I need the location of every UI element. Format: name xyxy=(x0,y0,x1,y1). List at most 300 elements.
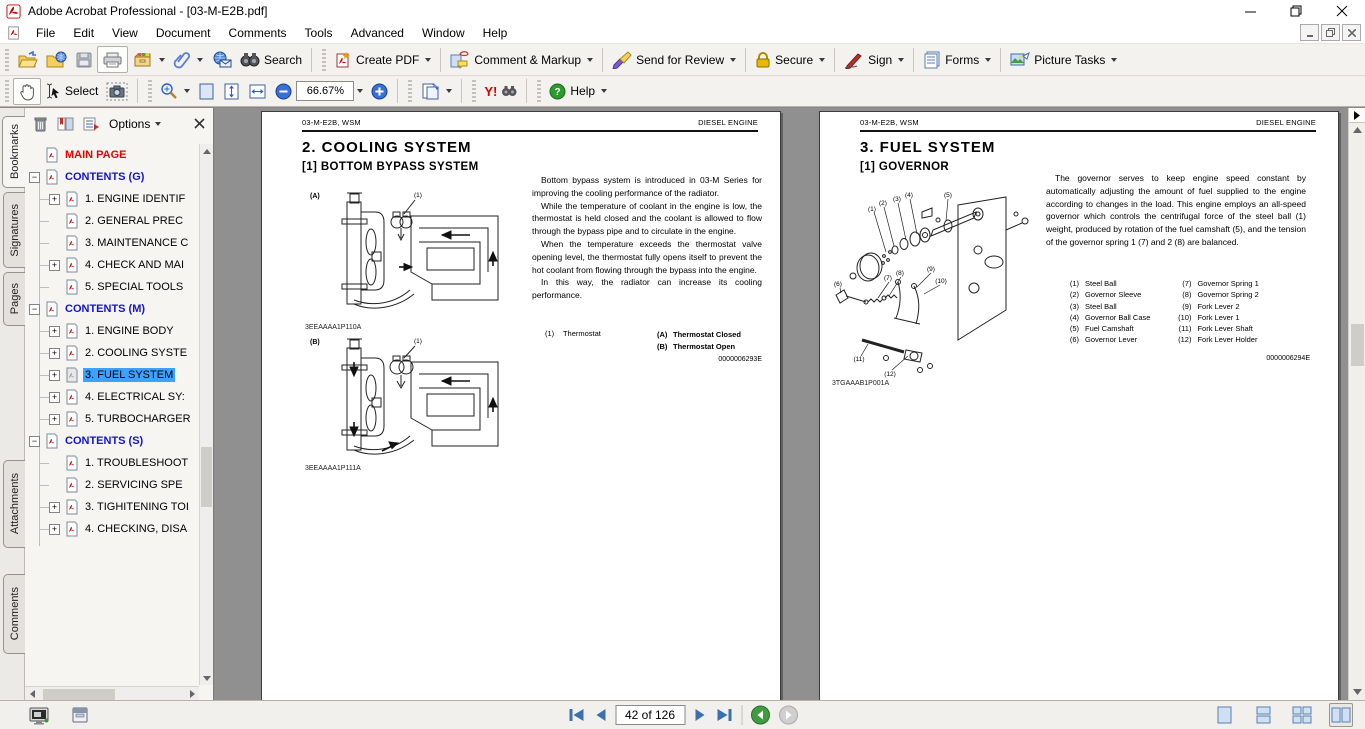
page-header xyxy=(302,118,758,127)
bookmark-expander[interactable] xyxy=(49,458,60,469)
panel-scroll-up-icon[interactable] xyxy=(200,144,214,158)
bookmark-label[interactable]: 1. ENGINE IDENTIF xyxy=(85,193,186,205)
secure-label: Secure xyxy=(775,52,814,67)
sign-label: Sign xyxy=(868,52,893,67)
toolbar-separator xyxy=(311,48,312,72)
callout-5: (5) xyxy=(944,192,952,199)
bookmark-item[interactable] xyxy=(25,276,199,298)
send-review-caret-icon xyxy=(730,58,736,62)
help-button[interactable] xyxy=(545,78,611,105)
attach-button[interactable] xyxy=(169,46,207,73)
zoom-out-button[interactable] xyxy=(271,78,296,105)
panel-scroll-right-icon[interactable] xyxy=(185,687,199,701)
hand-tool-button[interactable] xyxy=(13,78,41,105)
bookmark-expander[interactable]: + xyxy=(49,260,60,271)
message-bar-toggle-icon[interactable] xyxy=(70,706,90,724)
help-label: Help xyxy=(570,84,596,98)
part-name: Steel Ball xyxy=(1085,301,1117,311)
restore-icon xyxy=(1290,5,1302,17)
bookmark-pdf-icon xyxy=(63,191,79,207)
panel-hscrollbar-thumb[interactable] xyxy=(43,689,115,700)
page-layout-icon xyxy=(420,82,440,101)
parts-row xyxy=(1172,334,1258,345)
zoom-tool-caret-icon xyxy=(184,89,190,93)
facing-view-button[interactable] xyxy=(1329,703,1353,727)
bookmark-item[interactable] xyxy=(25,342,199,364)
menu-item[interactable]: View xyxy=(112,25,138,40)
bookmark-label[interactable]: 5. SPECIAL TOOLS xyxy=(85,281,184,293)
bookmark-item[interactable] xyxy=(25,430,199,452)
parts-row xyxy=(1172,312,1258,323)
callout-2: (2) xyxy=(879,200,887,207)
bookmark-pdf-icon xyxy=(63,389,79,405)
page-header xyxy=(860,118,1316,127)
section-title: 3. FUEL SYSTEM xyxy=(860,139,996,156)
legend-number: (1) xyxy=(545,329,555,338)
help-icon xyxy=(549,83,566,100)
select-tool-icon xyxy=(45,82,61,100)
sign-caret-icon xyxy=(898,58,904,62)
single-page-view-button[interactable] xyxy=(1212,703,1236,727)
menu-item[interactable]: Help xyxy=(482,25,508,40)
expand-current-bookmark-icon[interactable] xyxy=(57,116,74,132)
bookmark-pdf-icon xyxy=(63,367,79,383)
organizer-button[interactable] xyxy=(128,46,169,73)
pdf-page-right[interactable] xyxy=(819,111,1339,701)
mdi-restore-button[interactable] xyxy=(1321,24,1340,41)
bookmark-expander[interactable]: − xyxy=(29,304,40,315)
toolbar-grip[interactable] xyxy=(472,80,476,102)
callout-10: (10) xyxy=(935,278,947,285)
legend-item xyxy=(545,329,601,338)
new-bookmark-icon[interactable] xyxy=(83,116,100,132)
yahoo-search-button[interactable] xyxy=(480,78,521,105)
tab-bookmarks[interactable] xyxy=(2,116,26,188)
next-view-button[interactable] xyxy=(778,705,798,725)
body-paragraph: Bottom bypass system is introduced in 03-M Series for improving the cooling performance of the radiator. xyxy=(532,175,762,198)
page-header-rule xyxy=(302,130,758,132)
close-icon xyxy=(1336,5,1348,17)
bookmark-item[interactable] xyxy=(25,496,199,518)
first-page-button[interactable] xyxy=(567,708,585,722)
bookmark-pdf-icon xyxy=(43,147,59,163)
bookmark-pdf-icon xyxy=(63,477,79,493)
bookmark-item[interactable] xyxy=(25,254,199,276)
comment-markup-icon xyxy=(450,51,470,69)
page-indicator-value: 42 of 126 xyxy=(624,708,676,722)
part-number: (8) xyxy=(1182,290,1192,300)
yahoo-binoculars-icon xyxy=(501,84,517,98)
bookmark-expander[interactable]: + xyxy=(49,348,60,359)
callout-8: (8) xyxy=(896,270,904,277)
forms-icon xyxy=(923,51,941,69)
figure-b-callout: (1) xyxy=(414,338,422,345)
figure-b-caption: 3EEAAAA1P111A xyxy=(305,465,361,472)
bookmark-pdf-icon xyxy=(63,345,79,361)
open-web-page-button[interactable] xyxy=(42,46,71,73)
bookmark-item[interactable] xyxy=(25,518,199,540)
mdi-minimize-button[interactable] xyxy=(1300,24,1319,41)
minimize-icon xyxy=(1245,6,1256,17)
document-area[interactable] xyxy=(214,108,1365,701)
search-button[interactable] xyxy=(236,46,306,73)
part-name: Fork Lever Holder xyxy=(1197,335,1258,345)
tab-attachments[interactable] xyxy=(3,460,25,548)
bookmark-expander[interactable]: − xyxy=(29,436,40,447)
menu-item[interactable]: File xyxy=(36,25,56,40)
callout-3: (3) xyxy=(893,196,901,203)
toolbar-grip[interactable] xyxy=(5,80,9,102)
previous-view-button[interactable] xyxy=(750,705,770,725)
toolbar-file xyxy=(0,44,1365,76)
bookmark-pdf-icon xyxy=(63,455,79,471)
part-number: (11) xyxy=(1178,324,1192,334)
menu-item[interactable]: Tools xyxy=(304,25,333,40)
bookmark-item[interactable] xyxy=(25,408,199,430)
bookmark-pdf-icon xyxy=(63,323,79,339)
section-title: 2. COOLING SYSTEM xyxy=(302,139,472,156)
panel-scroll-down-icon[interactable] xyxy=(200,671,214,685)
scrollbar-menu-icon xyxy=(1354,111,1360,120)
picture-tasks-button[interactable] xyxy=(1006,46,1121,73)
bookmark-expander[interactable] xyxy=(49,282,60,293)
print-button[interactable] xyxy=(97,46,128,73)
toolbar-grip[interactable] xyxy=(5,49,9,71)
menu-item[interactable]: Edit xyxy=(73,25,95,40)
part-number: (2) xyxy=(1069,290,1079,300)
part-number: (12) xyxy=(1178,335,1192,345)
bookmark-pdf-icon xyxy=(43,169,59,185)
figure-a-label: (A) xyxy=(310,193,320,200)
toolbar-separator xyxy=(526,79,527,103)
navigation-tab-strip xyxy=(0,108,25,701)
options-menu-button[interactable] xyxy=(109,117,161,131)
snapshot-camera-icon xyxy=(106,82,128,101)
menu-item[interactable]: Advanced xyxy=(350,25,404,40)
cooling-diagram-open xyxy=(302,334,509,468)
email-globe-icon xyxy=(211,51,232,69)
acrobat-app-icon xyxy=(6,4,21,19)
part-number: (10) xyxy=(1178,312,1192,322)
bookmark-expander[interactable]: + xyxy=(49,370,60,381)
page-indicator-input[interactable] xyxy=(615,705,685,725)
page-header-right: DIESEL ENGINE xyxy=(1256,118,1316,127)
zoom-tool-button[interactable] xyxy=(156,78,194,105)
open-folder-icon xyxy=(17,51,38,69)
part-number: (4) xyxy=(1069,312,1079,322)
options-caret-icon xyxy=(155,122,161,126)
zoom-level-input[interactable] xyxy=(296,81,354,101)
bookmark-label[interactable]: MAIN PAGE xyxy=(65,149,127,161)
parts-row xyxy=(1172,323,1258,334)
page-header-right: DIESEL ENGINE xyxy=(698,118,758,127)
bookmark-label[interactable]: CONTENTS (G) xyxy=(65,171,145,183)
menu-bar xyxy=(0,22,1365,44)
bookmark-label[interactable]: 4. CHECKING, DISA xyxy=(85,523,188,535)
secure-caret-icon xyxy=(819,58,825,62)
callout-9: (9) xyxy=(927,266,935,273)
legend-bold-text: Thermostat Open xyxy=(673,342,736,351)
bookmark-pdf-icon xyxy=(63,279,79,295)
document-scroll-down-icon[interactable] xyxy=(1349,685,1365,699)
part-name: Governor Spring 2 xyxy=(1197,290,1259,300)
bookmark-expander[interactable]: + xyxy=(49,502,60,513)
bookmarks-panel xyxy=(25,108,214,701)
scrollbar-menu-button[interactable] xyxy=(1349,108,1365,123)
delete-bookmark-icon[interactable] xyxy=(33,116,48,132)
bookmark-expander[interactable]: + xyxy=(49,194,60,205)
bookmark-label[interactable]: 3. FUEL SYSTEM xyxy=(85,369,174,381)
minimize-button[interactable] xyxy=(1227,0,1273,22)
legend-bold-item xyxy=(657,329,741,341)
bookmark-expander[interactable]: + xyxy=(49,392,60,403)
svg-text:?: ? xyxy=(554,86,561,98)
close-button[interactable] xyxy=(1319,0,1365,22)
bookmark-label[interactable]: 1. ENGINE BODY xyxy=(85,325,174,337)
callout-11: (11) xyxy=(853,356,865,363)
folder-globe-icon xyxy=(46,51,67,69)
parts-row xyxy=(1172,301,1258,312)
send-for-review-button[interactable] xyxy=(608,46,740,73)
bookmark-label[interactable]: 3. MAINTENANCE C xyxy=(85,237,189,249)
part-number: (7) xyxy=(1182,279,1192,288)
actual-size-button[interactable] xyxy=(194,78,219,105)
mdi-close-button[interactable] xyxy=(1342,24,1361,41)
create-pdf-button[interactable] xyxy=(330,46,435,73)
tab-signatures-label: Signatures xyxy=(8,203,21,257)
comment-markup-label: Comment & Markup xyxy=(474,52,582,67)
bookmark-label[interactable]: CONTENTS (M) xyxy=(65,303,146,315)
document-scroll-up-icon[interactable] xyxy=(1349,123,1365,137)
binoculars-icon xyxy=(240,51,260,68)
callout-6: (6) xyxy=(834,281,842,288)
panel-scroll-left-icon[interactable] xyxy=(25,687,39,701)
bookmark-item[interactable] xyxy=(25,298,199,320)
last-page-button[interactable] xyxy=(715,708,733,722)
tab-signatures[interactable] xyxy=(3,192,25,268)
part-name: Fork Lever Shaft xyxy=(1197,324,1253,334)
document-status-icon[interactable] xyxy=(28,706,50,725)
bookmark-item[interactable] xyxy=(25,166,199,188)
sign-pen-icon xyxy=(844,51,864,69)
previous-page-button[interactable] xyxy=(593,708,607,722)
bookmark-item[interactable] xyxy=(25,364,199,386)
bookmark-expander[interactable]: − xyxy=(29,172,40,183)
toolbar-grip[interactable] xyxy=(408,80,412,102)
status-bar xyxy=(0,700,1365,729)
bookmark-pdf-icon xyxy=(63,521,79,537)
figure-a-callout: (1) xyxy=(414,192,422,199)
yahoo-logo: Y! xyxy=(484,83,498,99)
fit-width-icon xyxy=(248,82,267,101)
email-button[interactable] xyxy=(207,46,236,73)
sign-button[interactable] xyxy=(840,46,908,73)
zoom-level-value: 66.67% xyxy=(306,85,345,97)
toolbar-separator xyxy=(461,79,462,103)
bookmark-pdf-icon xyxy=(63,213,79,229)
toolbar-separator xyxy=(913,48,914,72)
bookmark-expander[interactable] xyxy=(29,150,40,161)
figure-b-label: (B) xyxy=(310,339,320,346)
governor-diagram xyxy=(828,190,1053,380)
body-text-column xyxy=(532,174,762,302)
bookmark-label[interactable]: CONTENTS (S) xyxy=(65,435,144,447)
parts-row xyxy=(1060,301,1150,312)
send-for-review-label: Send for Review xyxy=(636,52,725,67)
part-number: (9) xyxy=(1182,301,1192,311)
picture-tasks-label: Picture Tasks xyxy=(1034,52,1106,67)
bookmark-expander[interactable] xyxy=(49,238,60,249)
picture-tasks-caret-icon xyxy=(1111,58,1117,62)
bookmark-label[interactable]: 2. SERVICING SPE xyxy=(85,479,183,491)
forms-button[interactable] xyxy=(919,46,995,73)
magnifier-icon xyxy=(160,82,178,100)
part-name: Governor Ball Case xyxy=(1085,312,1151,322)
mdi-restore-icon xyxy=(1326,28,1335,37)
title-bar xyxy=(0,0,1365,22)
forms-label: Forms xyxy=(945,52,980,67)
body-paragraph: While the temperature of coolant in the engine is low, the thermostat is held closed and the coolant is allowed to flow through the bypass pipe and to circulate in the engine. xyxy=(532,200,762,237)
bookmark-expander[interactable]: + xyxy=(49,524,60,535)
figure-a-caption: 3EEAAAA1P110A xyxy=(305,324,362,331)
send-review-icon xyxy=(612,51,632,69)
parts-row xyxy=(1060,278,1150,289)
page-layout-button[interactable] xyxy=(416,78,456,105)
bookmark-item[interactable] xyxy=(25,474,199,496)
body-paragraph: When the temperature exceeds the thermostat valve opening level, the thermostat fully opens itself to prevent the hot coolant from flowing through the bypass into the engine. xyxy=(532,238,762,275)
tab-attachments-label: Attachments xyxy=(8,473,21,535)
part-name: Fork Lever 2 xyxy=(1197,301,1240,311)
legend-bold-number: (B) xyxy=(657,342,668,351)
menu-items xyxy=(27,24,516,42)
bookmark-item[interactable] xyxy=(25,452,199,474)
callout-1: (1) xyxy=(868,206,876,213)
bookmark-label[interactable]: 5. TURBOCHARGER xyxy=(85,413,191,425)
tab-comments[interactable] xyxy=(3,574,25,654)
options-label: Options xyxy=(109,116,151,131)
toolbar-grip[interactable] xyxy=(537,80,541,102)
page-header-rule xyxy=(860,130,1316,132)
save-button[interactable] xyxy=(71,46,97,73)
parts-row xyxy=(1172,278,1258,289)
bookmark-label[interactable]: 4. ELECTRICAL SY: xyxy=(85,391,185,403)
toolbar-separator xyxy=(440,48,441,72)
bookmark-item[interactable] xyxy=(25,144,199,166)
bookmark-item[interactable] xyxy=(25,320,199,342)
legend-bold-text: Thermostat Closed xyxy=(673,330,741,339)
close-panel-icon[interactable] xyxy=(194,118,205,129)
document-scrollbar[interactable] xyxy=(1348,108,1365,701)
menu-item[interactable]: Document xyxy=(155,25,211,40)
toolbar-tools xyxy=(0,76,1365,107)
legend-bold-item xyxy=(657,341,741,353)
parts-row xyxy=(1172,289,1258,300)
part-name: Steel Ball xyxy=(1085,279,1117,288)
zoom-in-icon xyxy=(371,83,388,100)
organizer-caret-icon xyxy=(159,58,165,62)
save-floppy-icon xyxy=(75,51,93,69)
panel-scrollbar-thumb[interactable] xyxy=(201,447,212,507)
create-pdf-caret-icon xyxy=(425,58,431,62)
attach-caret-icon xyxy=(197,58,203,62)
governor-figure-caption: 3TGAAAB1P001A xyxy=(832,380,890,387)
bookmark-expander[interactable]: + xyxy=(49,414,60,425)
bookmark-label[interactable]: 3. TIGHITENING TOI xyxy=(85,501,189,513)
bookmark-item[interactable] xyxy=(25,232,199,254)
bookmark-pdf-icon xyxy=(63,257,79,273)
bookmark-expander[interactable] xyxy=(49,216,60,227)
body-paragraph: In this way, the radiator can increase its cooling performance. xyxy=(532,277,762,301)
page-layout-caret-icon xyxy=(446,89,452,93)
bookmark-item[interactable] xyxy=(25,210,199,232)
toolbar-grip[interactable] xyxy=(148,80,152,102)
continuous-facing-view-button[interactable] xyxy=(1290,703,1314,727)
comment-markup-caret-icon xyxy=(587,58,593,62)
fit-width-button[interactable] xyxy=(244,78,271,105)
statusbar-separator xyxy=(741,705,742,725)
bookmark-expander[interactable]: + xyxy=(49,326,60,337)
document-scrollbar-thumb[interactable] xyxy=(1351,324,1364,366)
fit-page-button[interactable] xyxy=(219,78,244,105)
bookmark-label[interactable]: 4. CHECK AND MAI xyxy=(85,259,185,271)
toolbar-separator xyxy=(745,48,746,72)
menu-item[interactable]: Window xyxy=(421,25,465,40)
create-pdf-label: Create PDF xyxy=(356,52,420,67)
document-code: 0000006293E xyxy=(718,356,762,363)
parts-column-left xyxy=(1060,278,1150,346)
bookmarks-panel-header xyxy=(25,108,213,139)
select-tool-button[interactable] xyxy=(41,78,102,105)
bookmark-item[interactable] xyxy=(25,188,199,210)
open-button[interactable] xyxy=(13,46,42,73)
tab-comments-label: Comments xyxy=(8,587,21,641)
panel-horizontal-scrollbar[interactable] xyxy=(25,686,199,701)
restore-button[interactable] xyxy=(1273,0,1319,22)
bookmark-expander[interactable] xyxy=(49,480,60,491)
window-title: Adobe Acrobat Professional - [03-M-E2B.pdf] xyxy=(28,4,268,18)
bookmark-label[interactable]: 1. TROUBLESHOOT xyxy=(85,457,189,469)
part-name: Fuel Camshaft xyxy=(1085,324,1134,334)
pdf-page-left[interactable] xyxy=(261,111,781,701)
bookmark-pdf-icon xyxy=(43,301,59,317)
tab-bookmarks-label: Bookmarks xyxy=(8,124,21,180)
tab-pages[interactable] xyxy=(3,272,25,326)
help-caret-icon xyxy=(601,89,607,93)
body-paragraph: The governor serves to keep engine speed constant by automatically adjusting the amount of fuel supplied to the engine according to changes in the load. This engine employs an all-speed governor which controls the centrifugal force of the steel ball (1) weight, produced by rotation of the fuel camshaft (5), and the tension of the governor spring 1 (7) and 2 (8) are balanced. xyxy=(1046,173,1306,247)
comment-markup-button[interactable] xyxy=(446,46,597,73)
snapshot-tool-button[interactable] xyxy=(102,78,132,105)
part-name: Governor Spring 1 xyxy=(1197,279,1259,288)
zoom-level-caret-icon[interactable] xyxy=(357,89,363,93)
callout-4: (4) xyxy=(905,192,913,199)
menu-item[interactable]: Comments xyxy=(228,25,287,40)
toolbar-separator xyxy=(1000,48,1001,72)
zoom-in-button[interactable] xyxy=(367,78,392,105)
bookmark-item[interactable] xyxy=(25,386,199,408)
continuous-view-button[interactable] xyxy=(1251,703,1275,727)
document-code: 0000006294E xyxy=(1266,355,1310,362)
bookmark-label[interactable]: 2. COOLING SYSTE xyxy=(85,347,188,359)
section-subtitle: [1] GOVERNOR xyxy=(860,161,950,173)
toolbar-grip[interactable] xyxy=(322,49,326,71)
next-page-button[interactable] xyxy=(693,708,707,722)
fit-page-icon xyxy=(223,82,240,101)
mdi-window-controls xyxy=(1300,24,1361,41)
bookmark-label[interactable]: 2. GENERAL PREC xyxy=(85,215,184,227)
parts-column-right xyxy=(1172,278,1258,346)
panel-vertical-scrollbar[interactable] xyxy=(199,144,213,685)
secure-button[interactable] xyxy=(751,46,829,73)
